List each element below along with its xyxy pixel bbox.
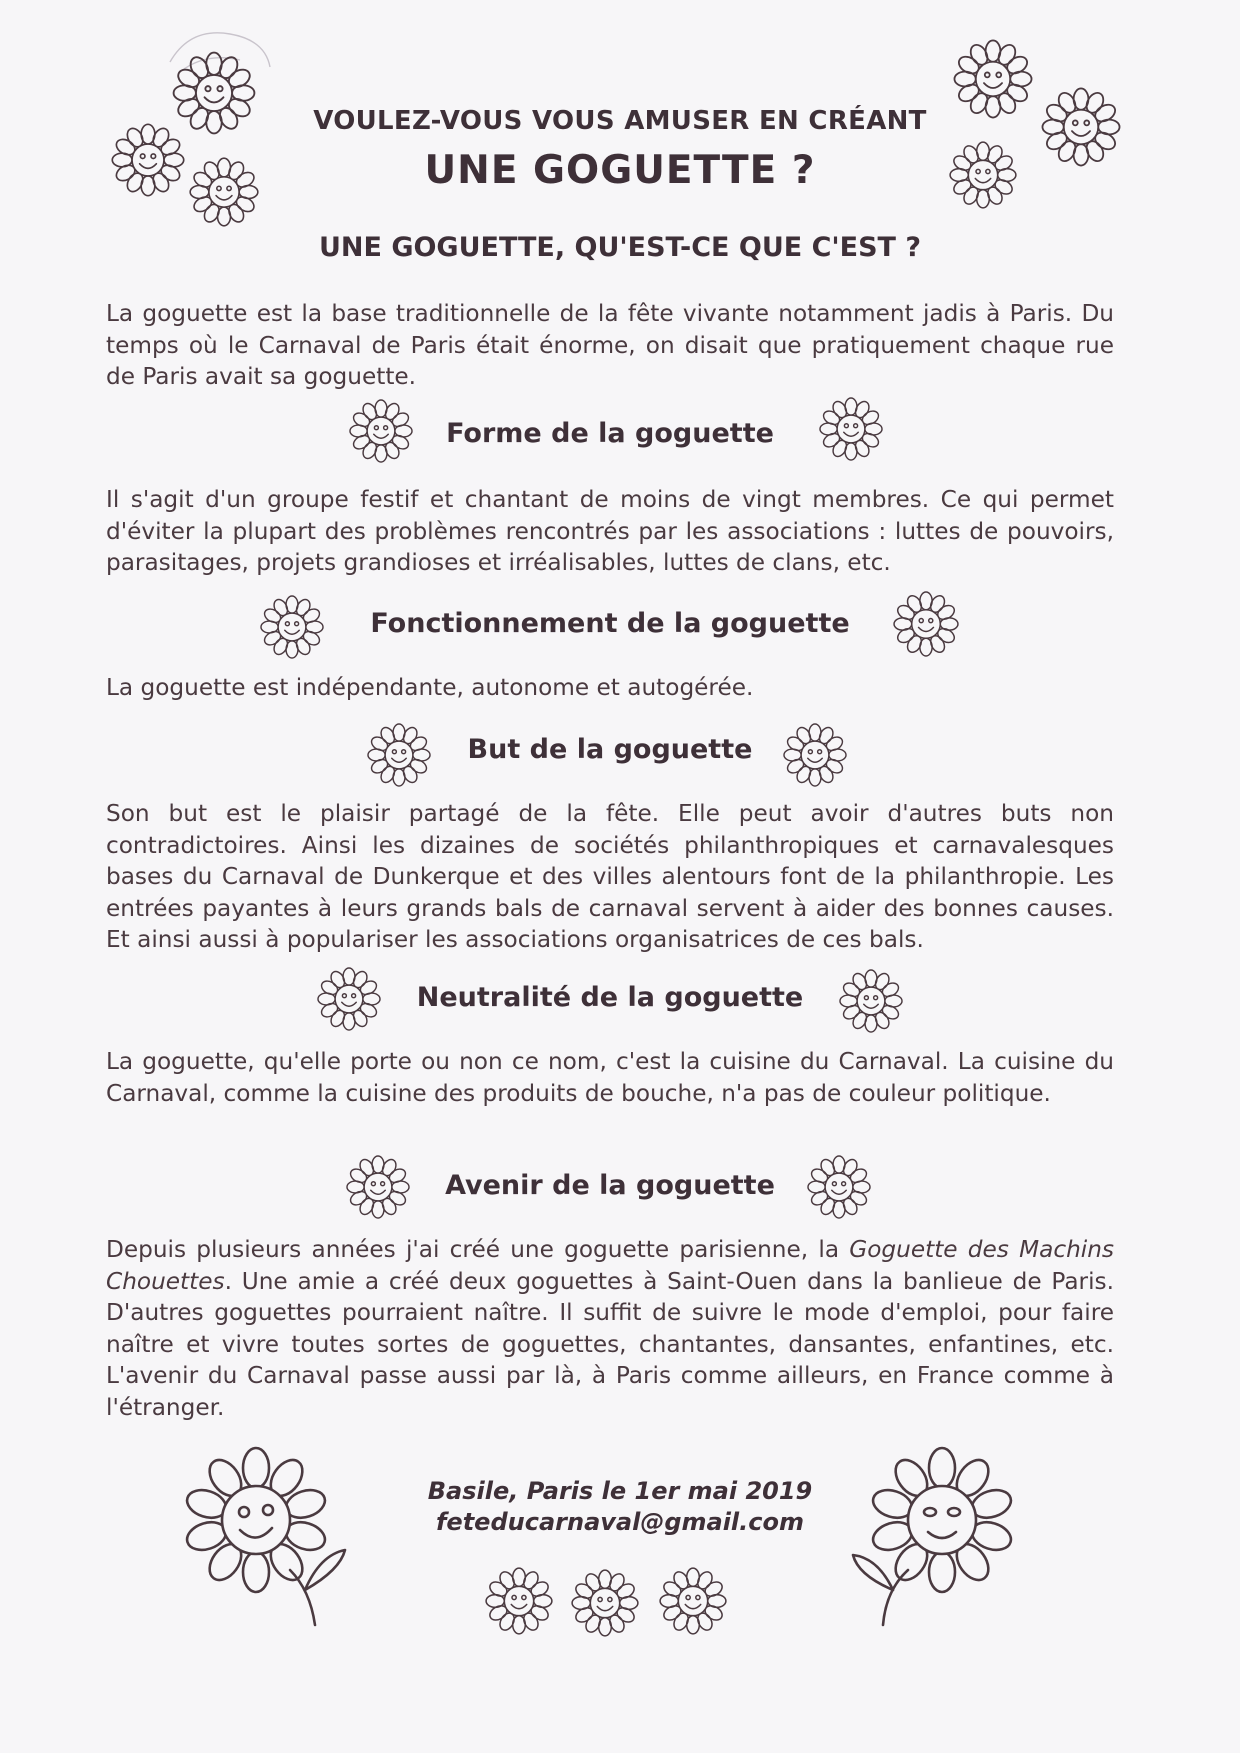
section-text-forme: Il s'agit d'un groupe festif et chantant de moins de vingt membres. Ce qui permet d'éviter la plupart des problèmes rencontrés par les associations : luttes de pouvoirs, parasitages, projets grandioses et irréalisables, luttes de clans, etc.: [106, 486, 1114, 576]
title-line-1: VOULEZ-VOUS VOUS AMUSER EN CRÉANT: [313, 106, 927, 136]
section-text-fonctionnement: La goguette est indépendante, autonome et autogérée.: [106, 674, 754, 701]
subtitle-question: UNE GOGUETTE, QU'EST-CE QUE C'EST ?: [318, 232, 922, 263]
section-title-but: But de la goguette: [467, 734, 753, 765]
sunflower-right-icon: [838, 1440, 1018, 1630]
section-title-avenir: Avenir de la goguette: [445, 1170, 775, 1201]
flower-icon: [782, 722, 848, 788]
avenir-text-start: Depuis plusieurs années j'ai créé une goguette parisienne, la: [106, 1236, 850, 1263]
intro-paragraph: La goguette est la base traditionnelle de la fête vivante notamment jadis à Paris. Du temps où le Carnaval de Paris était énorme, on disait que pratiquement chaque rue de Paris avait sa goguette.: [106, 300, 1114, 390]
flower-icon: [348, 398, 414, 464]
section-text-neutralite: La goguette, qu'elle porte ou non ce nom, c'est la cuisine du Carnaval. La cuisine du Carnaval, comme la cuisine des produits de bouche, n'a pas de couleur politique.: [106, 1048, 1114, 1107]
flower-icon: [570, 1568, 640, 1638]
flower-icon: [259, 594, 325, 660]
flower-icon: [892, 590, 960, 658]
signature-line: Basile, Paris le 1er mai 2019: [427, 1477, 813, 1505]
section-text-but: Son but est le plaisir partagé de la fête. Elle peut avoir d'autres buts non contradictoires. Ainsi les dizaines de sociétés philanthropiques et carnavalesques bases du Carnaval de Dunkerque et des villes alentours font de la philanthropie. Les entrées payantes à leurs grands bals de carnaval servent à aider des bonnes causes. Et ainsi aussi à populariser les associations organisatrices de ces bals.: [106, 800, 1114, 953]
flower-icon: [818, 396, 884, 462]
flower-icon: [345, 1154, 411, 1220]
contact-email: feteducarnaval@gmail.com: [435, 1508, 804, 1536]
flower-icon: [838, 968, 904, 1034]
section-text-avenir: [106, 1234, 1114, 1423]
section-title-neutralite: Neutralité de la goguette: [416, 982, 804, 1013]
flower-icon: [806, 1154, 872, 1220]
section-title-forme: Forme de la goguette: [446, 418, 774, 449]
flower-icon: [366, 722, 432, 788]
section-title-fonctionnement: Fonctionnement de la goguette: [370, 608, 850, 639]
flower-icon: [110, 122, 186, 198]
flower-icon: [484, 1566, 554, 1636]
flower-icon: [658, 1566, 728, 1636]
goguette-name: Goguette des Machins Chouettes: [106, 1236, 1114, 1295]
avenir-text-end: . Une amie a créé deux goguettes à Saint-Ouen dans la banlieue de Paris. D'autres goguettes pourraient naître. Il suffit de suivre le mode d'emploi, pour faire naître et vivre toutes sortes de goguettes, chantantes, dansantes, enfantines, etc. L'avenir du Carnaval passe aussi par là, à Paris comme ailleurs, en France comme à l'étranger.: [106, 1267, 1114, 1421]
sunflower-left-icon: [180, 1440, 360, 1630]
flower-icon: [316, 966, 382, 1032]
page-title: UNE GOGUETTE ?: [424, 148, 816, 193]
